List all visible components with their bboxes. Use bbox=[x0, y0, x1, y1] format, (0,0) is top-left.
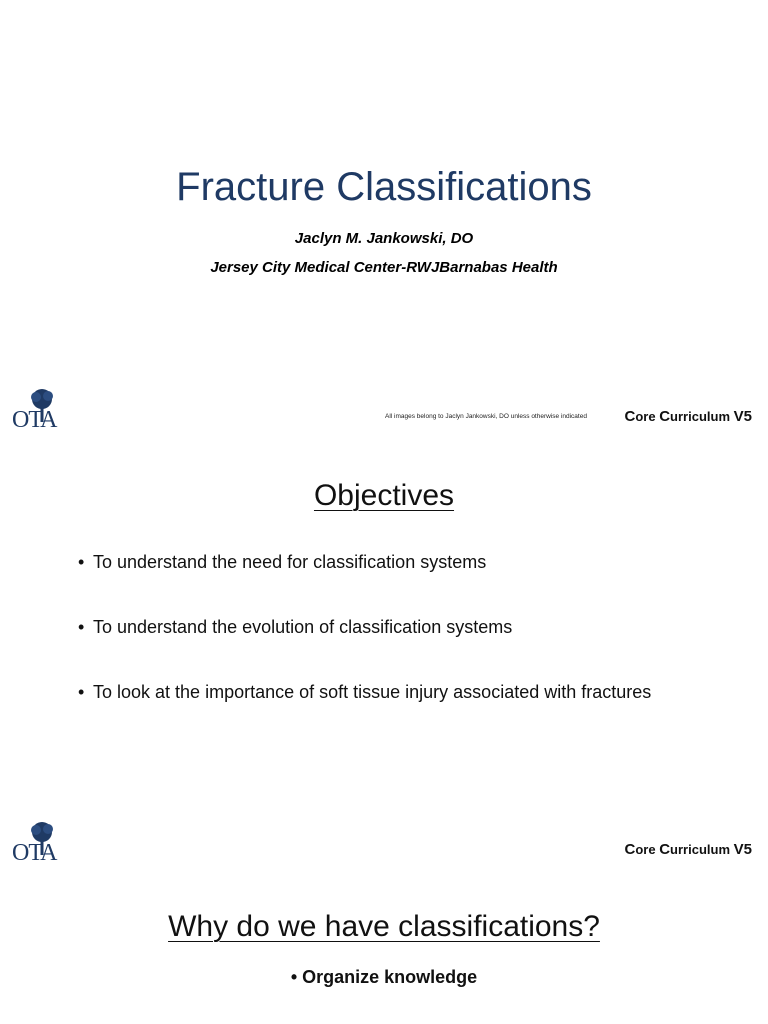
slide-heading: Why do we have classifications? bbox=[168, 910, 600, 943]
list-item: • To look at the importance of soft tissue injury associated with fractures bbox=[78, 682, 652, 702]
objectives-list bbox=[78, 550, 698, 745]
slide-objectives bbox=[0, 432, 768, 864]
list-item: • To understand the evolution of classification systems bbox=[78, 617, 513, 637]
list-item: • Organize knowledge bbox=[290, 967, 478, 987]
institution-name: Jersey City Medical Center-RWJBarnabas Health bbox=[210, 259, 558, 276]
core-curriculum-brand: Core Curriculum V5 bbox=[624, 841, 752, 858]
logo-text: OTA bbox=[12, 407, 57, 433]
ota-logo bbox=[12, 386, 76, 432]
presentation-title: Fracture Classifications bbox=[176, 165, 592, 209]
core-curriculum-brand: Core Curriculum V5 bbox=[624, 408, 752, 425]
slide-why-classifications bbox=[0, 864, 768, 1024]
image-credit-footnote: All images belong to Jaclyn Jankowski, DO unless otherwise indicated bbox=[385, 413, 587, 420]
ota-logo bbox=[12, 819, 76, 865]
list-item: • To understand the need for classification systems bbox=[78, 552, 487, 572]
author-name: Jaclyn M. Jankowski, DO bbox=[294, 230, 474, 247]
slide-heading: Objectives bbox=[313, 479, 455, 512]
logo-text: OTA bbox=[12, 840, 57, 866]
slide-title bbox=[0, 0, 768, 432]
